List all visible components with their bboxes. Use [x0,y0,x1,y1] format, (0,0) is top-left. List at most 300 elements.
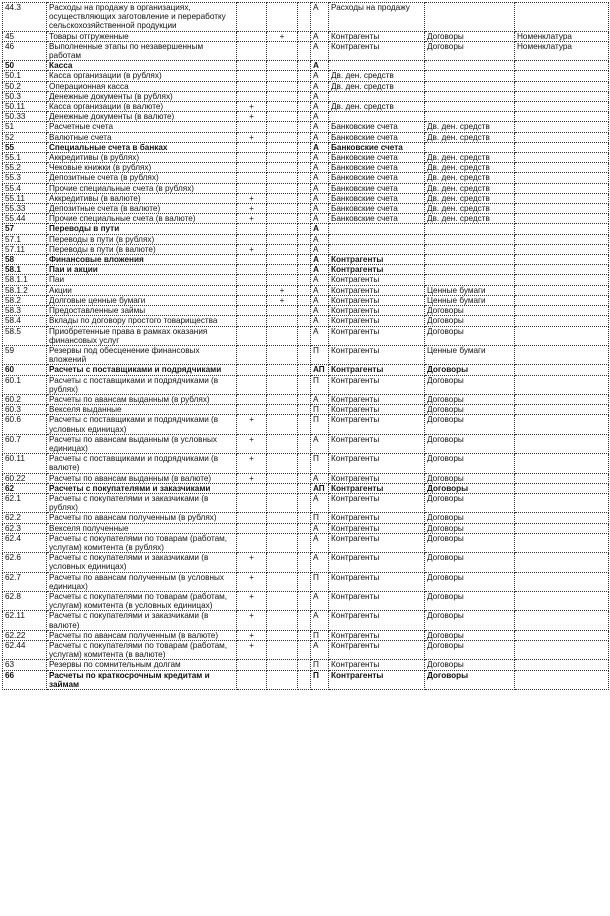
subconto-3 [515,91,609,101]
quantity-mark [267,122,298,132]
subconto-2: Дв. ден. средств [425,214,515,224]
subconto-3 [515,415,609,434]
subconto-1: Контрагенты [329,473,425,483]
table-row [3,493,609,512]
subconto-1: Контрагенты [329,345,425,364]
table-row [3,81,609,91]
account-type: П [311,670,329,689]
currency-mark [237,493,267,512]
subconto-1: Контрагенты [329,611,425,630]
account-type: А [311,306,329,316]
account-type: А [311,204,329,214]
account-name: Переводы в пути (в рублях) [47,234,237,244]
subconto-3 [515,513,609,523]
currency-mark: + [237,193,267,203]
quantity-mark [267,630,298,640]
account-type: А [311,295,329,305]
account-code: 60.1 [3,375,47,394]
subconto-3 [515,295,609,305]
subconto-2: Договоры [425,630,515,640]
subconto-2: Договоры [425,434,515,453]
quantity-mark [267,142,298,152]
subconto-2: Договоры [425,483,515,493]
subconto-1: Дв. ден. средств [329,81,425,91]
quantity-mark [267,326,298,345]
account-name: Долговые ценные бумаги [47,295,237,305]
account-type: А [311,173,329,183]
account-code: 55.11 [3,193,47,203]
account-code: 62.11 [3,611,47,630]
account-type: А [311,285,329,295]
account-name: Паи [47,275,237,285]
quantity-mark [267,306,298,316]
subconto-1: Контрагенты [329,572,425,591]
account-name: Расчеты с покупателями и заказчиками (в условных единицах) [47,553,237,572]
account-name: Расчеты с покупателями и заказчиками (в валюте) [47,611,237,630]
subconto-1: Банковские счета [329,183,425,193]
quantity-mark [267,365,298,375]
table-row [3,265,609,275]
account-code: 55.3 [3,173,47,183]
account-type: А [311,153,329,163]
subconto-2: Договоры [425,454,515,473]
account-name: Расчеты по авансам выданным (в рублях) [47,394,237,404]
currency-mark: + [237,641,267,660]
currency-mark: + [237,415,267,434]
currency-mark: + [237,204,267,214]
account-name: Расчетные счета [47,122,237,132]
table-row [3,345,609,364]
subconto-3 [515,483,609,493]
account-code: 62.3 [3,523,47,533]
table-row [3,572,609,591]
subconto-1: Контрагенты [329,523,425,533]
subconto-3 [515,572,609,591]
account-type: А [311,193,329,203]
subconto-3 [515,670,609,689]
quantity-mark [267,660,298,670]
account-name: Касса организации (в валюте) [47,102,237,112]
subconto-3 [515,523,609,533]
account-name: Аккредитивы (в рублях) [47,153,237,163]
account-code: 60.22 [3,473,47,483]
table-row [3,234,609,244]
currency-mark [237,234,267,244]
account-name: Расчеты по авансам полученным (в условных единицах) [47,572,237,591]
subconto-1: Контрагенты [329,670,425,689]
off-balance-mark [298,454,311,473]
subconto-1: Расходы на продажу [329,3,425,32]
account-name: Касса [47,61,237,71]
table-row [3,173,609,183]
subconto-3 [515,611,609,630]
subconto-3: Номенклатура [515,41,609,60]
subconto-3 [515,142,609,152]
subconto-2 [425,234,515,244]
quantity-mark [267,375,298,394]
off-balance-mark [298,275,311,285]
currency-mark [237,285,267,295]
quantity-mark [267,3,298,32]
off-balance-mark [298,102,311,112]
account-code: 50 [3,61,47,71]
currency-mark: + [237,434,267,453]
quantity-mark [267,112,298,122]
subconto-2: Договоры [425,660,515,670]
off-balance-mark [298,31,311,41]
currency-mark [237,163,267,173]
account-name: Векселя полученные [47,523,237,533]
table-body [3,3,609,690]
subconto-3 [515,394,609,404]
account-code: 51 [3,122,47,132]
subconto-3 [515,553,609,572]
account-type: А [311,61,329,71]
currency-mark [237,306,267,316]
quantity-mark: + [267,295,298,305]
currency-mark [237,316,267,326]
currency-mark [237,365,267,375]
subconto-1 [329,112,425,122]
account-name: Расчеты с покупателями и заказчиками [47,483,237,493]
account-type: П [311,415,329,434]
subconto-1: Контрагенты [329,415,425,434]
account-code: 60.11 [3,454,47,473]
subconto-2: Договоры [425,641,515,660]
off-balance-mark [298,553,311,572]
account-code: 57.1 [3,234,47,244]
off-balance-mark [298,365,311,375]
off-balance-mark [298,306,311,316]
subconto-1: Контрагенты [329,591,425,610]
account-type: А [311,132,329,142]
subconto-1: Контрагенты [329,326,425,345]
table-row [3,71,609,81]
account-type: П [311,660,329,670]
table-row [3,553,609,572]
account-type: А [311,122,329,132]
account-code: 63 [3,660,47,670]
account-type: А [311,523,329,533]
subconto-1: Контрагенты [329,275,425,285]
subconto-2: Договоры [425,306,515,316]
quantity-mark [267,454,298,473]
off-balance-mark [298,163,311,173]
account-code: 45 [3,31,47,41]
account-type: А [311,316,329,326]
off-balance-mark [298,132,311,142]
currency-mark [237,81,267,91]
quantity-mark: + [267,285,298,295]
quantity-mark [267,523,298,533]
account-name: Резервы под обесценение финансовых вложений [47,345,237,364]
table-row [3,591,609,610]
subconto-1: Контрагенты [329,493,425,512]
subconto-3 [515,173,609,183]
off-balance-mark [298,641,311,660]
account-type: А [311,224,329,234]
subconto-3 [515,316,609,326]
off-balance-mark [298,224,311,234]
currency-mark [237,295,267,305]
account-type: А [311,102,329,112]
subconto-1: Банковские счета [329,163,425,173]
subconto-2 [425,255,515,265]
table-row [3,473,609,483]
off-balance-mark [298,394,311,404]
subconto-1: Контрагенты [329,660,425,670]
off-balance-mark [298,173,311,183]
account-type: А [311,255,329,265]
off-balance-mark [298,630,311,640]
currency-mark: + [237,454,267,473]
subconto-2 [425,91,515,101]
subconto-1 [329,61,425,71]
account-name: Расчеты с поставщиками и подрядчиками [47,365,237,375]
subconto-3 [515,345,609,364]
off-balance-mark [298,71,311,81]
currency-mark [237,326,267,345]
off-balance-mark [298,572,311,591]
account-code: 66 [3,670,47,689]
account-type: А [311,41,329,60]
account-name: Расчеты по авансам выданным (в условных единицах) [47,434,237,453]
account-type: П [311,345,329,364]
subconto-3 [515,132,609,142]
table-row [3,285,609,295]
table-row [3,142,609,152]
off-balance-mark [298,405,311,415]
table-row [3,513,609,523]
account-code: 55.4 [3,183,47,193]
currency-mark: + [237,572,267,591]
quantity-mark [267,234,298,244]
off-balance-mark [298,513,311,523]
currency-mark: + [237,244,267,254]
account-code: 55.2 [3,163,47,173]
currency-mark [237,275,267,285]
currency-mark: + [237,591,267,610]
account-code: 55 [3,142,47,152]
account-code: 50.2 [3,81,47,91]
off-balance-mark [298,265,311,275]
account-code: 58.2 [3,295,47,305]
subconto-1 [329,234,425,244]
off-balance-mark [298,345,311,364]
subconto-1: Банковские счета [329,122,425,132]
account-name: Денежные документы (в валюте) [47,112,237,122]
subconto-3 [515,405,609,415]
quantity-mark [267,415,298,434]
account-type: А [311,591,329,610]
account-name: Чековые книжки (в рублях) [47,163,237,173]
table-row [3,306,609,316]
subconto-2: Договоры [425,31,515,41]
account-name: Переводы в пути (в валюте) [47,244,237,254]
table-row [3,122,609,132]
account-name: Расчеты с покупателями по товарам (работам, услугам) комитента (в рублях) [47,533,237,552]
currency-mark [237,183,267,193]
account-code: 58.1.2 [3,285,47,295]
subconto-2: Договоры [425,326,515,345]
off-balance-mark [298,255,311,265]
currency-mark: + [237,214,267,224]
subconto-2: Дв. ден. средств [425,204,515,214]
quantity-mark [267,345,298,364]
table-row [3,670,609,689]
quantity-mark [267,473,298,483]
currency-mark [237,31,267,41]
currency-mark [237,173,267,183]
subconto-1: Контрагенты [329,553,425,572]
currency-mark: + [237,611,267,630]
currency-mark: + [237,630,267,640]
subconto-2 [425,265,515,275]
off-balance-mark [298,142,311,152]
subconto-1: Банковские счета [329,132,425,142]
account-name: Валютные счета [47,132,237,142]
account-type: А [311,3,329,32]
account-code: 59 [3,345,47,364]
subconto-3 [515,214,609,224]
table-row [3,523,609,533]
subconto-2 [425,142,515,152]
account-type: А [311,275,329,285]
account-name: Аккредитивы (в валюте) [47,193,237,203]
subconto-3 [515,306,609,316]
table-row [3,102,609,112]
subconto-2: Договоры [425,533,515,552]
account-name: Предоставленные займы [47,306,237,316]
quantity-mark [267,483,298,493]
subconto-1: Контрагенты [329,630,425,640]
account-code: 57 [3,224,47,234]
account-name: Специальные счета в банках [47,142,237,152]
off-balance-mark [298,591,311,610]
account-name: Депозитные счета (в валюте) [47,204,237,214]
off-balance-mark [298,183,311,193]
subconto-1: Контрагенты [329,295,425,305]
account-code: 62.22 [3,630,47,640]
off-balance-mark [298,415,311,434]
account-name: Прочие специальные счета (в рублях) [47,183,237,193]
off-balance-mark [298,81,311,91]
quantity-mark [267,394,298,404]
subconto-1: Контрагенты [329,255,425,265]
subconto-2: Дв. ден. средств [425,153,515,163]
account-type: АП [311,483,329,493]
subconto-3 [515,71,609,81]
subconto-3 [515,183,609,193]
account-code: 55.44 [3,214,47,224]
quantity-mark [267,183,298,193]
subconto-2 [425,71,515,81]
account-type: А [311,611,329,630]
off-balance-mark [298,91,311,101]
account-code: 46 [3,41,47,60]
account-name: Вклады по договору простого товарищества [47,316,237,326]
off-balance-mark [298,61,311,71]
quantity-mark [267,71,298,81]
off-balance-mark [298,244,311,254]
account-name: Расчеты с поставщиками и подрядчиками (в валюте) [47,454,237,473]
table-row [3,660,609,670]
quantity-mark [267,670,298,689]
subconto-3 [515,122,609,132]
subconto-2 [425,224,515,234]
account-code: 58.1 [3,265,47,275]
subconto-3: Номенклатура [515,31,609,41]
subconto-2: Дв. ден. средств [425,183,515,193]
account-type: А [311,553,329,572]
account-type: А [311,265,329,275]
subconto-3 [515,81,609,91]
account-name: Расчеты по авансам полученным (в валюте) [47,630,237,640]
account-type: А [311,533,329,552]
quantity-mark [267,591,298,610]
off-balance-mark [298,493,311,512]
subconto-1: Контрагенты [329,31,425,41]
account-name: Паи и акции [47,265,237,275]
off-balance-mark [298,326,311,345]
table-row [3,630,609,640]
off-balance-mark [298,295,311,305]
quantity-mark [267,255,298,265]
subconto-2: Договоры [425,41,515,60]
subconto-2: Дв. ден. средств [425,132,515,142]
account-type: АП [311,365,329,375]
subconto-3 [515,153,609,163]
quantity-mark [267,434,298,453]
currency-mark [237,483,267,493]
table-row [3,112,609,122]
currency-mark: + [237,553,267,572]
quantity-mark [267,405,298,415]
subconto-2: Договоры [425,316,515,326]
quantity-mark [267,611,298,630]
currency-mark [237,61,267,71]
subconto-1 [329,224,425,234]
currency-mark: + [237,132,267,142]
off-balance-mark [298,122,311,132]
account-code: 58.5 [3,326,47,345]
account-name: Выполненные этапы по незавершенным работам [47,41,237,60]
table-row [3,415,609,434]
off-balance-mark [298,204,311,214]
account-name: Акции [47,285,237,295]
account-type: П [311,375,329,394]
account-code: 50.3 [3,91,47,101]
currency-mark [237,224,267,234]
account-name: Товары отгруженные [47,31,237,41]
subconto-3 [515,630,609,640]
table-row [3,275,609,285]
subconto-2: Дв. ден. средств [425,193,515,203]
quantity-mark [267,553,298,572]
subconto-3 [515,434,609,453]
subconto-1: Контрагенты [329,394,425,404]
quantity-mark [267,91,298,101]
account-name: Касса организации (в рублях) [47,71,237,81]
subconto-3 [515,204,609,214]
quantity-mark [267,132,298,142]
subconto-1: Контрагенты [329,285,425,295]
table-row [3,611,609,630]
account-code: 55.1 [3,153,47,163]
subconto-3 [515,326,609,345]
subconto-2: Дв. ден. средств [425,122,515,132]
subconto-2: Договоры [425,670,515,689]
